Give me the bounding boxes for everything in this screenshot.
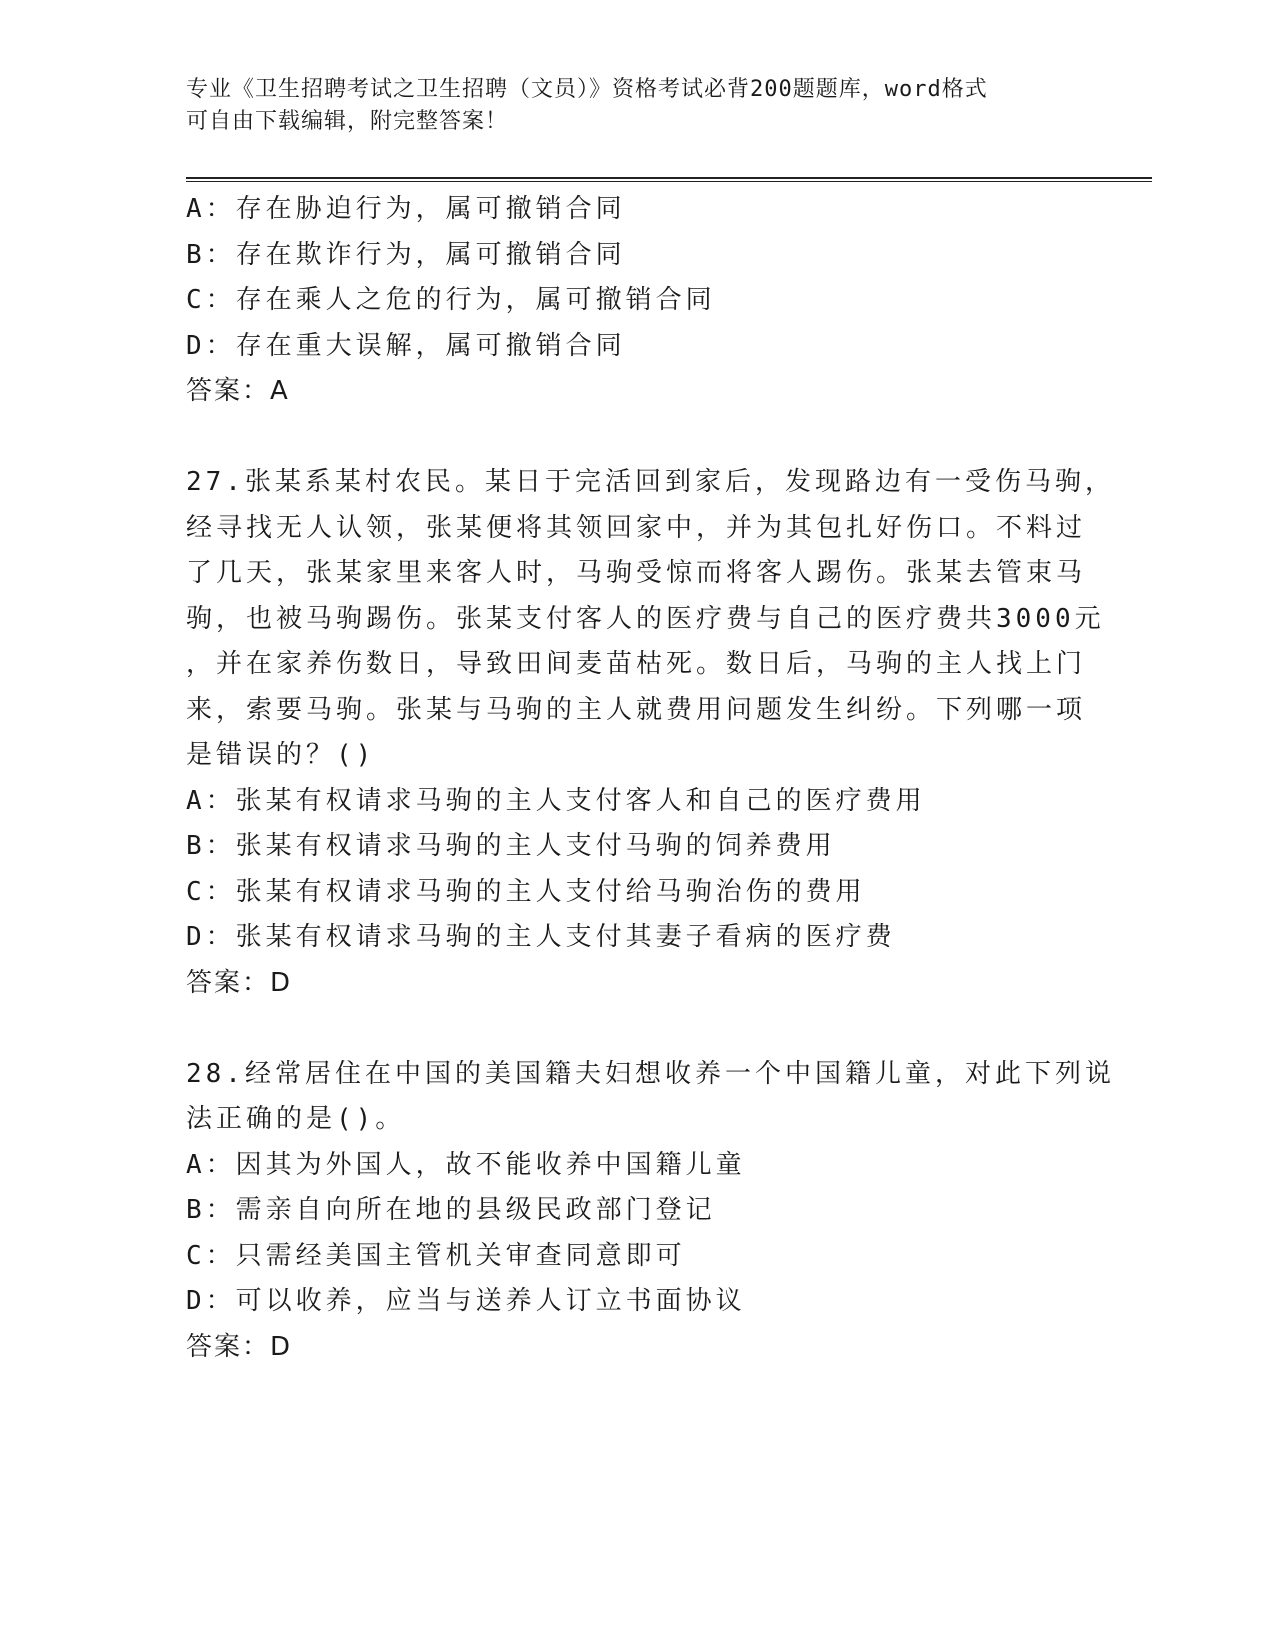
q27-option-b: B：张某有权请求马驹的主人支付马驹的饲养费用	[186, 831, 836, 861]
q27-option-c: C：张某有权请求马驹的主人支付给马驹治伤的费用	[186, 876, 866, 907]
spacer	[186, 415, 1086, 461]
q28-option-a: A：因其为外国人，故不能收养中国籍儿童	[186, 1149, 746, 1180]
q27-stem-line: 驹，也被马驹踢伤。张某支付客人的医疗费与自己的医疗费共3000元	[186, 603, 1105, 634]
q27-stem-line: 是错误的？()	[186, 740, 376, 770]
q28-stem-line: 28.经常居住在中国的美国籍夫妇想收养一个中国籍儿童，对此下列说	[186, 1058, 1115, 1089]
q28-option-b: B：需亲自向所在地的县级民政部门登记	[186, 1195, 716, 1225]
header-title-line-1: 专业《卫生招聘考试之卫生招聘（文员）》资格考试必背200题题库，word格式	[186, 77, 988, 102]
q27-stem-line: 来，索要马驹。张某与马驹的主人就费用问题发生纠纷。下列哪一项	[186, 694, 1087, 725]
q28-answer: 答案：D	[186, 1331, 293, 1362]
q26-option-a: A：存在胁迫行为，属可撤销合同	[186, 194, 626, 224]
header-divider-thin	[186, 181, 1152, 182]
q28-stem-line: 法正确的是()。	[186, 1104, 406, 1134]
q28-option-c: C：只需经美国主管机关审查同意即可	[186, 1240, 686, 1271]
q27-option-d: D：张某有权请求马驹的主人支付其妻子看病的医疗费	[186, 922, 896, 952]
question-26-block	[186, 187, 1086, 415]
document-header	[186, 74, 1086, 138]
q27-stem-line: 经寻找无人认领，张某便将其领回家中，并为其包扎好伤口。不料过	[186, 512, 1087, 543]
q26-option-d: D：存在重大误解，属可撤销合同	[186, 330, 626, 361]
q26-option-c: C：存在乘人之危的行为，属可撤销合同	[186, 285, 716, 315]
q26-option-b: B：存在欺诈行为，属可撤销合同	[186, 239, 626, 270]
q27-answer: 答案：D	[186, 967, 293, 998]
q28-option-d: D：可以收养，应当与送养人订立书面协议	[186, 1286, 746, 1316]
q27-stem-line: 27.张某系某村农民。某日于完活回到家后，发现路边有一受伤马驹，	[186, 467, 1115, 497]
q27-stem-line: 了几天，张某家里来客人时，马驹受惊而将客人踢伤。张某去管束马	[186, 558, 1087, 588]
q27-stem-line: ，并在家养伤数日，导致田间麦苗枯死。数日后，马驹的主人找上门	[186, 649, 1087, 679]
question-28-block	[186, 1052, 1115, 1371]
q26-answer: 答案：A	[186, 376, 290, 406]
question-27-block	[186, 460, 1115, 1006]
header-divider	[186, 177, 1152, 179]
q27-option-a: A：张某有权请求马驹的主人支付客人和自己的医疗费用	[186, 785, 926, 816]
question-content	[186, 187, 1115, 1370]
spacer	[186, 1006, 1086, 1052]
header-title-line-2: 可自由下载编辑，附完整答案！	[186, 109, 509, 134]
